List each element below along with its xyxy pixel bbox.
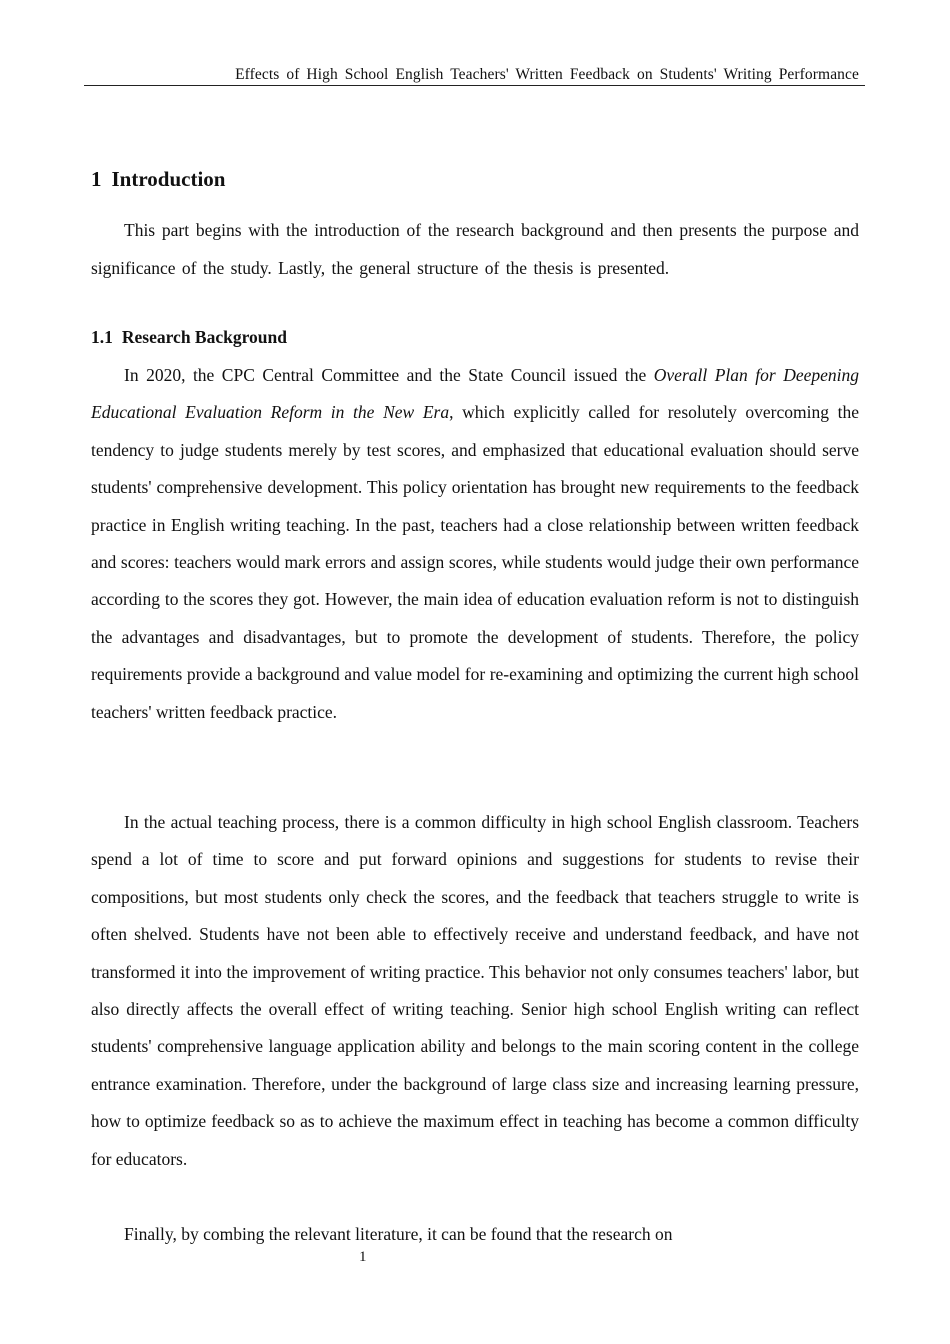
section-number: 1 — [91, 167, 102, 191]
section-title: Introduction — [111, 167, 226, 191]
paragraph-text: In 2020, the CPC Central Committee and the State Council issued the — [124, 365, 654, 385]
paragraph-text: , which explicitly called for resolutely overcoming the tendency to judge students merely by test scores, and emphasized that educational evaluation should serve students' comprehensive development. This policy orientation has brought new requirements to the feedback practice in English writing teaching. In the past, teachers had a close relationship between written feedback and scores: teachers would mark errors and assign scores, while students would judge their own performance according to the scores they got. However, the main idea of education evaluation reform is not to distinguish the advantages and disadvantages, but to promote the development of students. Therefore, the policy requirements provide a background and value model for re-examining and optimizing the current high school teachers' written feedback practice. — [91, 402, 859, 722]
intro-paragraph: This part begins with the introduction of the research background and then presents the purpose and significance of the study. Lastly, the general structure of the thesis is presented. — [91, 220, 859, 278]
background-paragraph-1 — [91, 357, 859, 731]
running-header — [84, 66, 865, 86]
background-paragraph-3: Finally, by combing the relevant literature, it can be found that the research on — [124, 1224, 673, 1244]
subsection-title: Research Background — [121, 327, 288, 347]
policy-document-title: Overall Plan for Deepening Educational Evaluation Reform in the New Era — [91, 365, 859, 423]
subsection-number: 1.1 — [91, 327, 113, 347]
subsection-heading — [91, 327, 287, 348]
page-number: 1 — [359, 1249, 367, 1265]
background-paragraph-2: In the actual teaching process, there is a common difficulty in high school English classroom. Teachers spend a lot of time to score and put forward opinions and suggestions for students to revise their compositions, but most students only check the scores, and the feedback that teachers struggle to write is often shelved. Students have not been able to effectively receive and understand feedback, and have not transformed it into the improvement of writing practice. This behavior not only consumes teachers' labor, but also directly affects the overall effect of writing teaching. Senior high school English writing can reflect students' comprehensive language application ability and belongs to the main scoring content in the college entrance examination. Therefore, under the background of large class size and increasing learning pressure, how to optimize feedback so as to achieve the maximum effect in teaching has become a common difficulty for educators. — [91, 812, 859, 1169]
running-title: Effects of High School English Teachers' Written Feedback on Students' Writing Performance — [235, 66, 859, 83]
section-heading — [91, 167, 225, 192]
